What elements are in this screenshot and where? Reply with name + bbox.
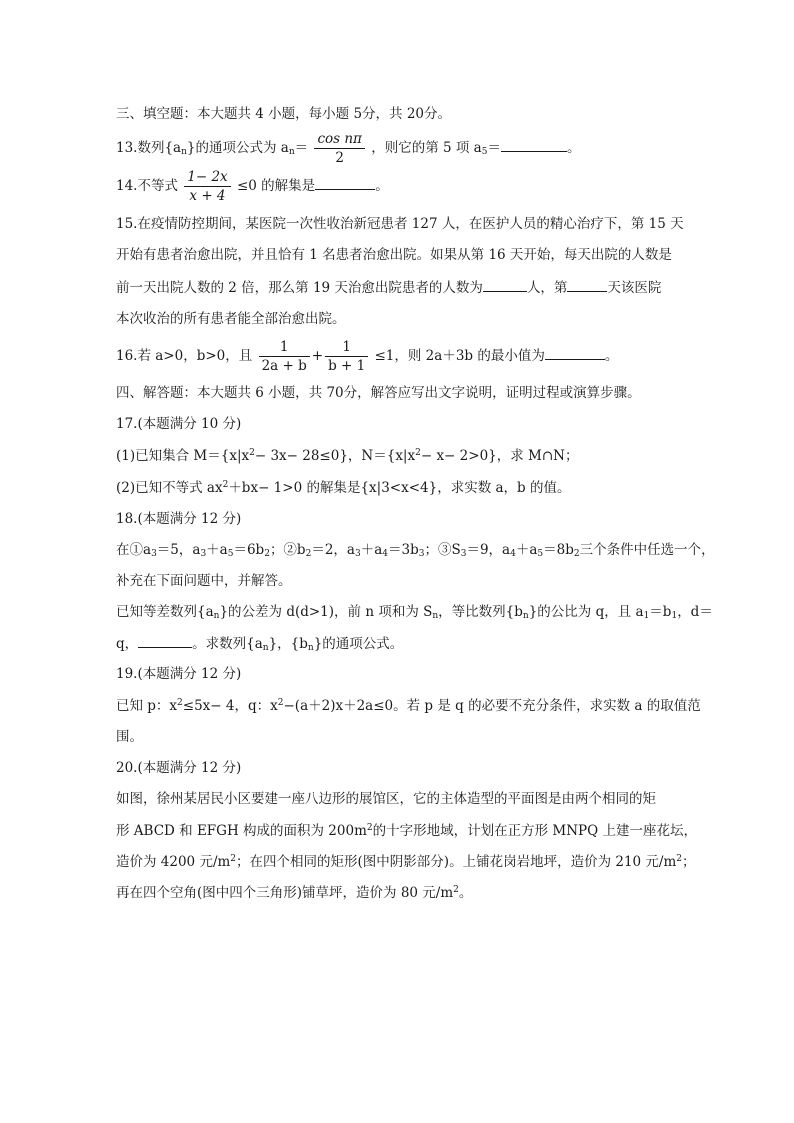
- question-20-line-3: 造价为 4200 元$/m^2$；在四个相同的矩形(图中阴影部分)。上铺花岗岩地坪，造价为 210 元$/m^2$；: [116, 854, 696, 870]
- question-15-line-4: 本次收治的所有患者能全部治愈出院。: [116, 311, 346, 327]
- q16-fraction-1: $\frac{1}{2a + b}$: [259, 338, 310, 375]
- q16-fraction-2: $\frac{1}{b + 1}$: [325, 338, 368, 375]
- section-4-heading: 四、解答题：本大题共 6 小题，共 70分，解答应写出文字说明，证明过程或演算步骤。: [116, 385, 641, 401]
- answer-blank: [483, 277, 527, 292]
- question-15-line-1: 15.在疫情防控期间，某医院一次性收治新冠患者 127 人，在医护人员的精心治疗下，第 15 天: [116, 216, 684, 232]
- question-19-line-2: 围。: [116, 729, 143, 745]
- answer-blank: [138, 633, 192, 648]
- answer-blank: [501, 137, 567, 152]
- answer-blank: [567, 277, 607, 292]
- question-18-line-4: q， 。求数列$\{a_n\}$，$\{b_n\}$的通项公式。: [116, 633, 403, 654]
- question-18-line-2: 补充在下面问题中，并解答。: [116, 573, 292, 589]
- section-3-heading: 三、填空题：本大题共 4 小题，每小题 5分，共 20分。: [116, 106, 452, 122]
- question-19-line-1: 已知 p：$x^2\le 5x- 4$，q：$x^2-(a+2)x+2a\le 0$。若 p 是 q 的必要不充分条件，求实数 a 的取值范: [116, 698, 701, 714]
- question-14: 14.不等式 $\frac{1- 2x}{x + 4}$ ≤0 的解集是 。: [116, 169, 389, 204]
- question-20-line-2: 形 ABCD 和 EFGH 构成的面积为 $200m^2$的十字形地域，计划在正方形 MNPQ 上建一座花坛，: [116, 823, 697, 839]
- question-15-line-2: 开始有患者治愈出院，并且恰有 1 名患者治愈出院。如果从第 16 天开始，每天出院的人数是: [116, 247, 672, 263]
- answer-blank: [315, 175, 375, 190]
- q13-fraction: $\frac{\text{cos nπ}}{2}$: [314, 130, 364, 167]
- question-13: 13.数列$\{a_n\}$的通项公式为 $a_n=$ $\frac{\text{cos nπ}}{2}$ ，则它的第 5 项 $a_5=$ 。: [116, 131, 581, 166]
- question-18-line-1: 在$①a_3=5$，$a_3+a_5=6b_2$；$②b_2=2$，$a_3+a_4=3b_3$；$③S_3=9$，$a_4+a_5=8b_2$三个条件中任选一个，: [116, 542, 715, 559]
- question-20-title: 20.(本题满分 12 分): [116, 760, 242, 776]
- question-17-part-2: (2)已知不等式 $ax^2+bx- 1>0$ 的解集是{x|3<x<4}，求实数 a，b 的值。: [116, 480, 571, 496]
- question-19-title: 19.(本题满分 12 分): [116, 666, 242, 682]
- question-17-part-1: (1)已知集合 $M=\{x|x^2- 3x- 28\le 0\}$，$N=\{x|x^2- x- 2>0\}$，求 M∩N；: [116, 448, 579, 464]
- question-18-title: 18.(本题满分 12 分): [116, 511, 242, 527]
- question-17-title: 17.(本题满分 10 分): [116, 416, 242, 432]
- question-16: 16.若 a>0，b>0，且 $\frac{1}{2a + b}$ + $\frac{1}{b + 1}$ ≤1，则 2a＋3b 的最小值为 。: [116, 339, 619, 374]
- question-18-line-3: 已知等差数列$\{a_n\}$的公差为 d(d>1)，前 n 项和为 $S_n$，等比数列$\{b_n\}$的公比为 q，且 $a_1=b_1$，d＝: [116, 604, 713, 621]
- answer-blank: [545, 345, 605, 360]
- q14-fraction: $\frac{1- 2x}{x + 4}$: [184, 168, 230, 205]
- question-20-line-1: 如图，徐州某居民小区要建一座八边形的展馆区，它的主体造型的平面图是由两个相同的矩: [116, 791, 656, 807]
- question-20-line-4: 再在四个空角(图中四个三角形)铺草坪，造价为 80 元$/m^2$。: [116, 885, 473, 901]
- question-15-line-3: 前一天出院人数的 2 倍，那么第 19 天治愈出院患者的人数为 人，第 天该医院: [116, 277, 661, 298]
